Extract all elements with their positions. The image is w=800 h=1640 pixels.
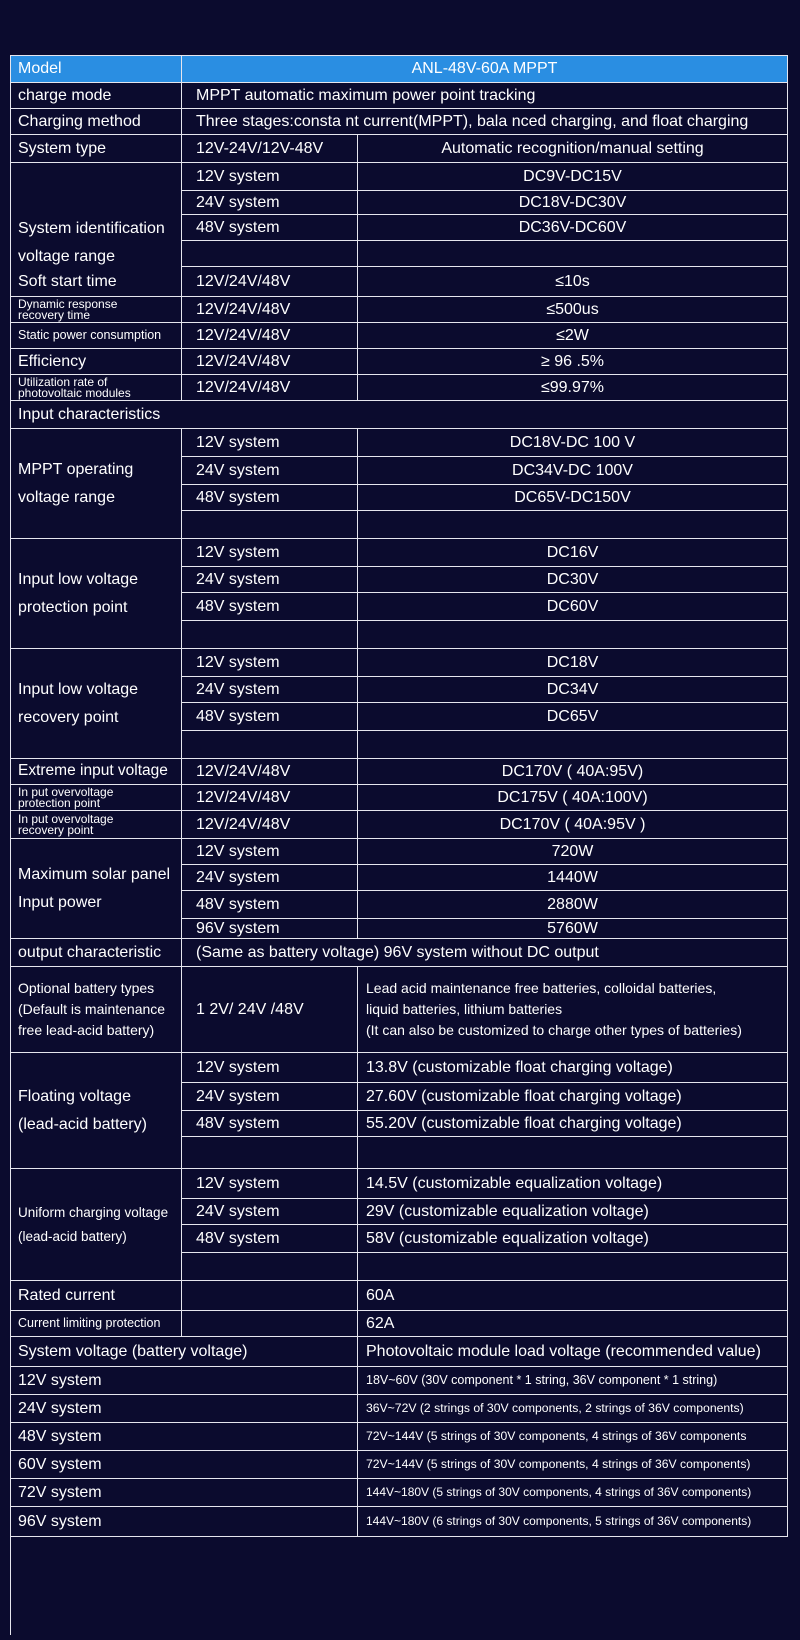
max-solar-12v-value: 720W [358, 839, 788, 865]
pv-48v-label: 48V system [10, 1423, 358, 1451]
max-solar-24v-value: 1440W [358, 865, 788, 891]
equalization-12v-value: 14.5V (customizable equalization voltage) [358, 1169, 788, 1199]
input-overvoltage-protect-value: DC175V ( 40A:100V) [358, 785, 788, 811]
input-low-protect-empty-value [358, 621, 788, 649]
header-model-value: ANL-48V-60A MPPT [182, 55, 788, 83]
extreme-input-label: Extreme input voltage [10, 759, 182, 785]
max-solar-96v-label: 96V system [182, 919, 358, 939]
input-characteristics-title: Input characteristics [10, 401, 788, 429]
input-low-recovery-label: Input low voltage recovery point [10, 649, 182, 759]
max-solar-48v-label: 48V system [182, 891, 358, 919]
input-overvoltage-recovery-label: In put overvoltage recovery point [10, 811, 182, 839]
system-type-label: System type [10, 135, 182, 163]
floating-12v-label: 12V system [182, 1053, 358, 1083]
input-low-protect-empty-label [182, 621, 358, 649]
equalization-12v-label: 12V system [182, 1169, 358, 1199]
max-solar-96v-value: 5760W [358, 919, 788, 939]
dynamic-response-label: Dynamic response recovery time [10, 297, 182, 323]
equalization-24v-value: 29V (customizable equalization voltage) [358, 1199, 788, 1225]
soft-start-value: ≤10s [358, 267, 788, 297]
input-low-recovery-48v-value: DC65V [358, 703, 788, 731]
pv-60v-value: 72V~144V (5 strings of 30V components, 4 strings of 36V components) [358, 1451, 788, 1479]
pv-72v-label: 72V system [10, 1479, 358, 1507]
battery-types-voltages: 1 2V/ 24V /48V [182, 967, 358, 1053]
mppt-empty-label [182, 511, 358, 539]
input-low-protect-48v-label: 48V system [182, 593, 358, 621]
input-overvoltage-recovery-voltages: 12V/24V/48V [182, 811, 358, 839]
input-low-recovery-24v-value: DC34V [358, 677, 788, 703]
pv-96v-value: 144V~180V (6 strings of 30V components, 5 strings of 36V components) [358, 1507, 788, 1537]
sys-id-empty-value [358, 241, 788, 267]
sys-id-24v-value: DC18V-DC30V [358, 191, 788, 215]
current-limit-value: 62A [358, 1311, 788, 1337]
output-characteristic-label: output characteristic [10, 939, 182, 967]
charging-method-label: Charging method [10, 109, 182, 135]
equalization-48v-value: 58V (customizable equalization voltage) [358, 1225, 788, 1253]
input-low-recovery-24v-label: 24V system [182, 677, 358, 703]
dynamic-response-value: ≤500us [358, 297, 788, 323]
equalization-voltage-label: Uniform charging voltage (lead-acid battery) [10, 1169, 182, 1281]
charge-mode-value: MPPT automatic maximum power point tracking [182, 83, 788, 109]
input-overvoltage-protect-label: In put overvoltage protection point [10, 785, 182, 811]
pv-72v-value: 144V~180V (5 strings of 30V components, 4 strings of 36V components) [358, 1479, 788, 1507]
efficiency-voltages: 12V/24V/48V [182, 349, 358, 375]
input-overvoltage-recovery-value: DC170V ( 40A:95V ) [358, 811, 788, 839]
pv-24v-value: 36V~72V (2 strings of 30V components, 2 strings of 36V components) [358, 1395, 788, 1423]
floating-48v-label: 48V system [182, 1111, 358, 1137]
mppt-12v-label: 12V system [182, 429, 358, 457]
input-low-recovery-48v-label: 48V system [182, 703, 358, 731]
charge-mode-label: charge mode [10, 83, 182, 109]
floating-empty-label [182, 1137, 358, 1169]
sys-id-12v-label: 12V system [182, 163, 358, 191]
equalization-24v-label: 24V system [182, 1199, 358, 1225]
spec-table [10, 55, 788, 1635]
efficiency-value: ≥ 96 .5% [358, 349, 788, 375]
input-low-protect-48v-value: DC60V [358, 593, 788, 621]
charging-method-value: Three stages:consta nt current(MPPT), bala nced charging, and float charging [182, 109, 788, 135]
floating-voltage-label: Floating voltage (lead-acid battery) [10, 1053, 182, 1169]
sys-id-voltage-label: System identification voltage range [10, 163, 182, 323]
input-low-recovery-empty-label [182, 731, 358, 759]
mppt-empty-value [358, 511, 788, 539]
input-low-protect-12v-label: 12V system [182, 539, 358, 567]
static-power-value: ≤2W [358, 323, 788, 349]
system-type-voltages: 12V-24V/12V-48V [182, 135, 358, 163]
input-overvoltage-protect-voltages: 12V/24V/48V [182, 785, 358, 811]
mppt-48v-label: 48V system [182, 485, 358, 511]
pv-12v-value: 18V~60V (30V component * 1 string, 36V component * 1 string) [358, 1367, 788, 1395]
battery-types-value: Lead acid maintenance free batteries, colloidal batteries, liquid batteries, lithium batteries (It can also be customized to charge other types of batteries) [358, 967, 788, 1053]
sys-id-empty-label [182, 241, 358, 267]
floating-48v-value: 55.20V (customizable float charging voltage) [358, 1111, 788, 1137]
current-limit-label: Current limiting protection [10, 1311, 182, 1337]
mppt-range-label: MPPT operating voltage range [10, 429, 182, 539]
input-low-recovery-12v-label: 12V system [182, 649, 358, 677]
dynamic-response-voltages: 12V/24V/48V [182, 297, 358, 323]
system-type-value: Automatic recognition/manual setting [358, 135, 788, 163]
max-solar-12v-label: 12V system [182, 839, 358, 865]
static-power-voltages: 12V/24V/48V [182, 323, 358, 349]
input-low-recovery-12v-value: DC18V [358, 649, 788, 677]
input-low-protect-label: Input low voltage protection point [10, 539, 182, 649]
max-solar-48v-value: 2880W [358, 891, 788, 919]
sys-id-48v-label: 48V system [182, 215, 358, 241]
floating-12v-value: 13.8V (customizable float charging voltage) [358, 1053, 788, 1083]
sys-id-24v-label: 24V system [182, 191, 358, 215]
input-low-recovery-empty-value [358, 731, 788, 759]
pv-load-voltage-header: Photovoltaic module load voltage (recommended value) [358, 1337, 788, 1367]
max-solar-power-label: Maximum solar panel Input power [10, 839, 182, 939]
pv-12v-label: 12V system [10, 1367, 358, 1395]
pv-96v-label: 96V system [10, 1507, 358, 1537]
rated-current-label: Rated current [10, 1281, 182, 1311]
efficiency-label: Efficiency [10, 349, 182, 375]
battery-types-label: Optional battery types (Default is maintenance free lead-acid battery) [10, 967, 182, 1053]
floating-24v-value: 27.60V (customizable float charging voltage) [358, 1083, 788, 1111]
output-characteristic-value: (Same as battery voltage) 96V system without DC output [182, 939, 788, 967]
sys-id-48v-value: DC36V-DC60V [358, 215, 788, 241]
pv-utilization-label: Utilization rate of photovoltaic modules [10, 375, 182, 401]
current-limit-empty [182, 1311, 358, 1337]
input-low-protect-12v-value: DC16V [358, 539, 788, 567]
equalization-empty-label [182, 1253, 358, 1281]
floating-24v-label: 24V system [182, 1083, 358, 1111]
floating-empty-value [358, 1137, 788, 1169]
soft-start-label: Soft start time [10, 267, 182, 297]
static-power-label: Static power consumption [10, 323, 182, 349]
rated-current-value: 60A [358, 1281, 788, 1311]
input-low-protect-24v-value: DC30V [358, 567, 788, 593]
sys-id-12v-value: DC9V-DC15V [358, 163, 788, 191]
pv-utilization-value: ≤99.97% [358, 375, 788, 401]
mppt-24v-label: 24V system [182, 457, 358, 485]
pv-60v-label: 60V system [10, 1451, 358, 1479]
pv-24v-label: 24V system [10, 1395, 358, 1423]
mppt-48v-value: DC65V-DC150V [358, 485, 788, 511]
input-low-protect-24v-label: 24V system [182, 567, 358, 593]
equalization-empty-value [358, 1253, 788, 1281]
pv-48v-value: 72V~144V (5 strings of 30V components, 4 strings of 36V components [358, 1423, 788, 1451]
header-model-label: Model [10, 55, 182, 83]
mppt-24v-value: DC34V-DC 100V [358, 457, 788, 485]
pv-utilization-voltages: 12V/24V/48V [182, 375, 358, 401]
system-voltage-header: System voltage (battery voltage) [10, 1337, 358, 1367]
equalization-48v-label: 48V system [182, 1225, 358, 1253]
extreme-input-value: DC170V ( 40A:95V) [358, 759, 788, 785]
mppt-12v-value: DC18V-DC 100 V [358, 429, 788, 457]
soft-start-voltages: 12V/24V/48V [182, 267, 358, 297]
rated-current-empty [182, 1281, 358, 1311]
extreme-input-voltages: 12V/24V/48V [182, 759, 358, 785]
max-solar-24v-label: 24V system [182, 865, 358, 891]
